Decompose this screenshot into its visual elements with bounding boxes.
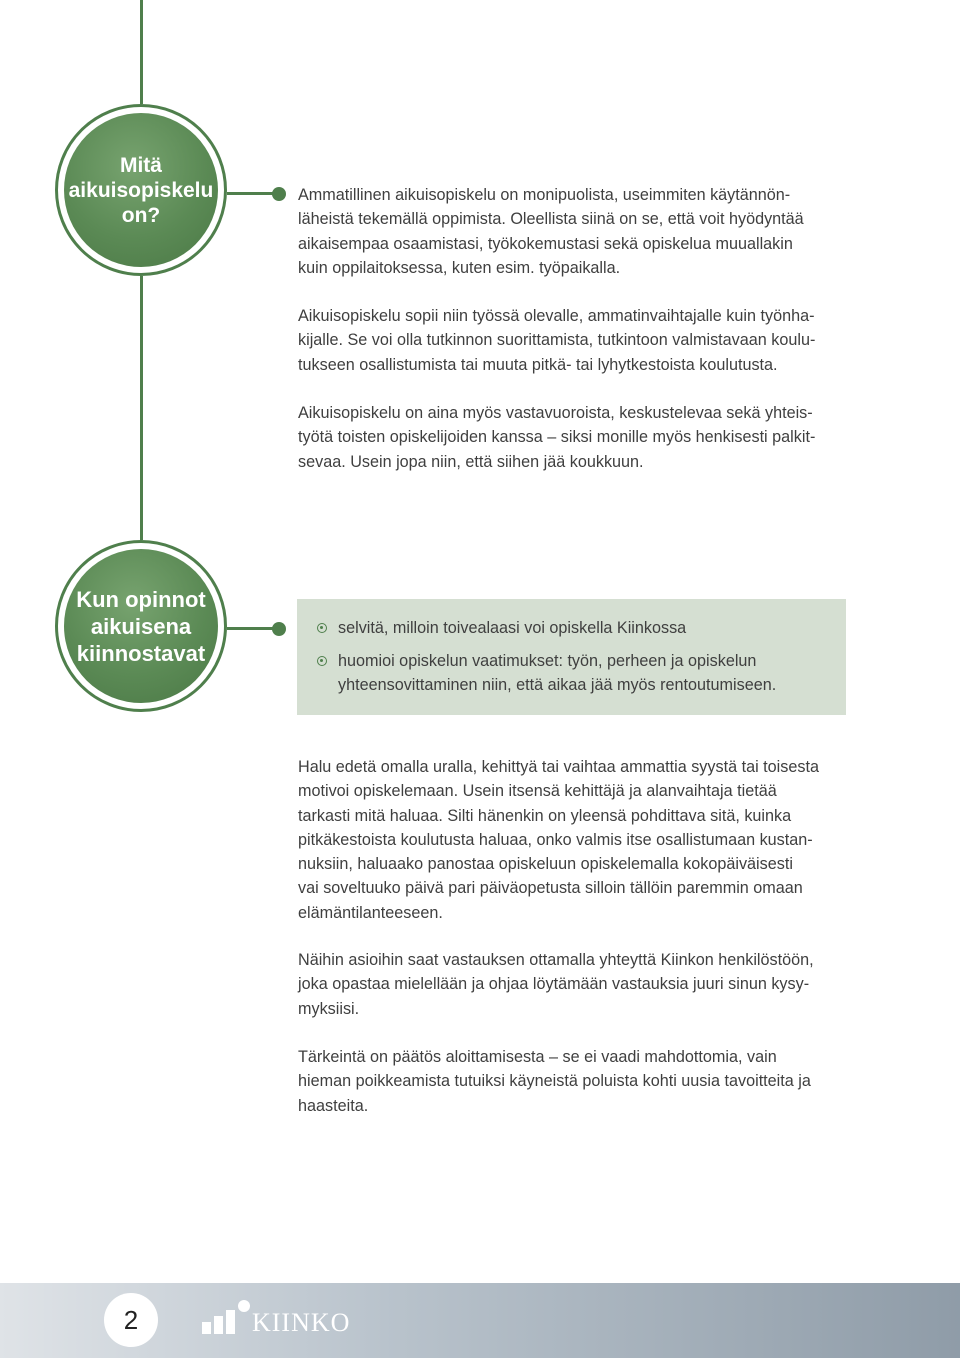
text-line: Aikuisopiskelu sopii niin työssä olevalle, ammatinvaihtajalle kuin työnha-: [298, 307, 815, 325]
text-line: Halu edetä omalla uralla, kehittyä tai vaihtaa ammattia syystä tai toisesta: [298, 758, 819, 776]
bullet-icon: [317, 656, 327, 666]
connector-dot: [272, 187, 286, 201]
section-title: Kun opinnot aikuisena kiinnostavat: [76, 586, 206, 666]
section-title: Mitä aikuisopiskelu on?: [68, 153, 214, 227]
text-line: huomioi opiskelun vaatimukset: työn, perheen ja opiskelun: [338, 652, 757, 670]
text-line: Näihin asioihin saat vastauksen ottamalla yhteyttä Kiinkon henkilöstöön,: [298, 951, 814, 969]
text-line: haasteita.: [298, 1096, 369, 1115]
text-line: läheistä tekemällä oppimista. Oleellista siinä on se, että voit hyödyntää: [298, 210, 804, 229]
text-line: tukseen osallistumista tai muuta pitkä- tai lyhytkestoista koulutusta.: [298, 355, 778, 374]
paragraph: [298, 1045, 848, 1118]
text-line: työtä toisten opiskelijoiden kanssa – siksi monille myös henkisesti palkit-: [298, 428, 816, 447]
text-line: nuksiin, haluaako panostaa opiskeluun opiskelemalla kokopäiväisesti: [298, 855, 793, 874]
text-line: aikaisempaa osaamistasi, työkokemustasi sekä opiskelua muuallakin: [298, 234, 793, 253]
text-line: selvitä, milloin toivealaasi voi opiskella Kiinkossa: [338, 619, 687, 637]
section-circle-mita: [55, 104, 227, 276]
connector-dot: [272, 622, 286, 636]
text-line: yhteensovittaminen niin, että aikaa jää myös rentoutumiseen.: [338, 676, 777, 695]
paragraph: [298, 183, 848, 280]
text-line: kijalle. Se voi olla tutkinnon suorittamista, tutkintoon valmistavaan koulu-: [298, 331, 816, 350]
bullet-icon: [317, 623, 327, 633]
text-line: vai soveltuuko päivä pari päiväopetusta silloin tällöin paremmin omaan: [298, 879, 803, 898]
text-line: Ammatillinen aikuisopiskelu on monipuolista, useimmiten käytännön-: [298, 186, 791, 204]
kiinko-logo-icon: [202, 1300, 252, 1338]
text-line: Aikuisopiskelu on aina myös vastavuoroista, keskustelevaa sekä yhteis-: [298, 404, 813, 422]
text-line: hieman poikkeamista tutuiksi käyneistä poluista kohti uusia tavoitteita ja: [298, 1072, 811, 1091]
paragraph: [298, 304, 848, 377]
paragraph: [298, 948, 848, 1021]
timeline-line-middle: [140, 276, 143, 540]
text-line: tarkasti mitä haluaa. Silti hänenkin on yleensä pohdittava sitä, kuinka: [298, 806, 792, 825]
tips-box: [297, 599, 846, 715]
list-item: [338, 649, 776, 698]
text-line: elämäntilanteeseen.: [298, 903, 443, 922]
text-line: pitkäkestoista koulutusta haluaa, onko valmis itse osallistumaan kustan-: [298, 830, 813, 849]
section-circle-kun-opinnot: [55, 540, 227, 712]
page-number: 2: [104, 1293, 158, 1347]
text-line: joka opastaa mielellään ja ohjaa löytämään vastauksia juuri sinun kysy-: [298, 975, 810, 994]
kiinko-logo-text: KIINKO: [252, 1308, 351, 1337]
text-line: Tärkeintä on päätös aloittamisesta – se ei vaadi mahdottomia, vain: [298, 1048, 777, 1066]
paragraph: [298, 755, 848, 925]
text-line: myksiisi.: [298, 999, 360, 1018]
list-item: [338, 616, 686, 640]
text-line: sevaa. Usein jopa niin, että siihen jää koukkuun.: [298, 452, 644, 471]
text-line: motivoi opiskelemaan. Usein itsensä kehittäjä ja alanvaihtaja tietää: [298, 782, 777, 801]
text-line: kuin oppilaitoksessa, kuten esim. työpaikalla.: [298, 258, 621, 277]
paragraph: [298, 401, 848, 474]
timeline-line-top: [140, 0, 143, 104]
